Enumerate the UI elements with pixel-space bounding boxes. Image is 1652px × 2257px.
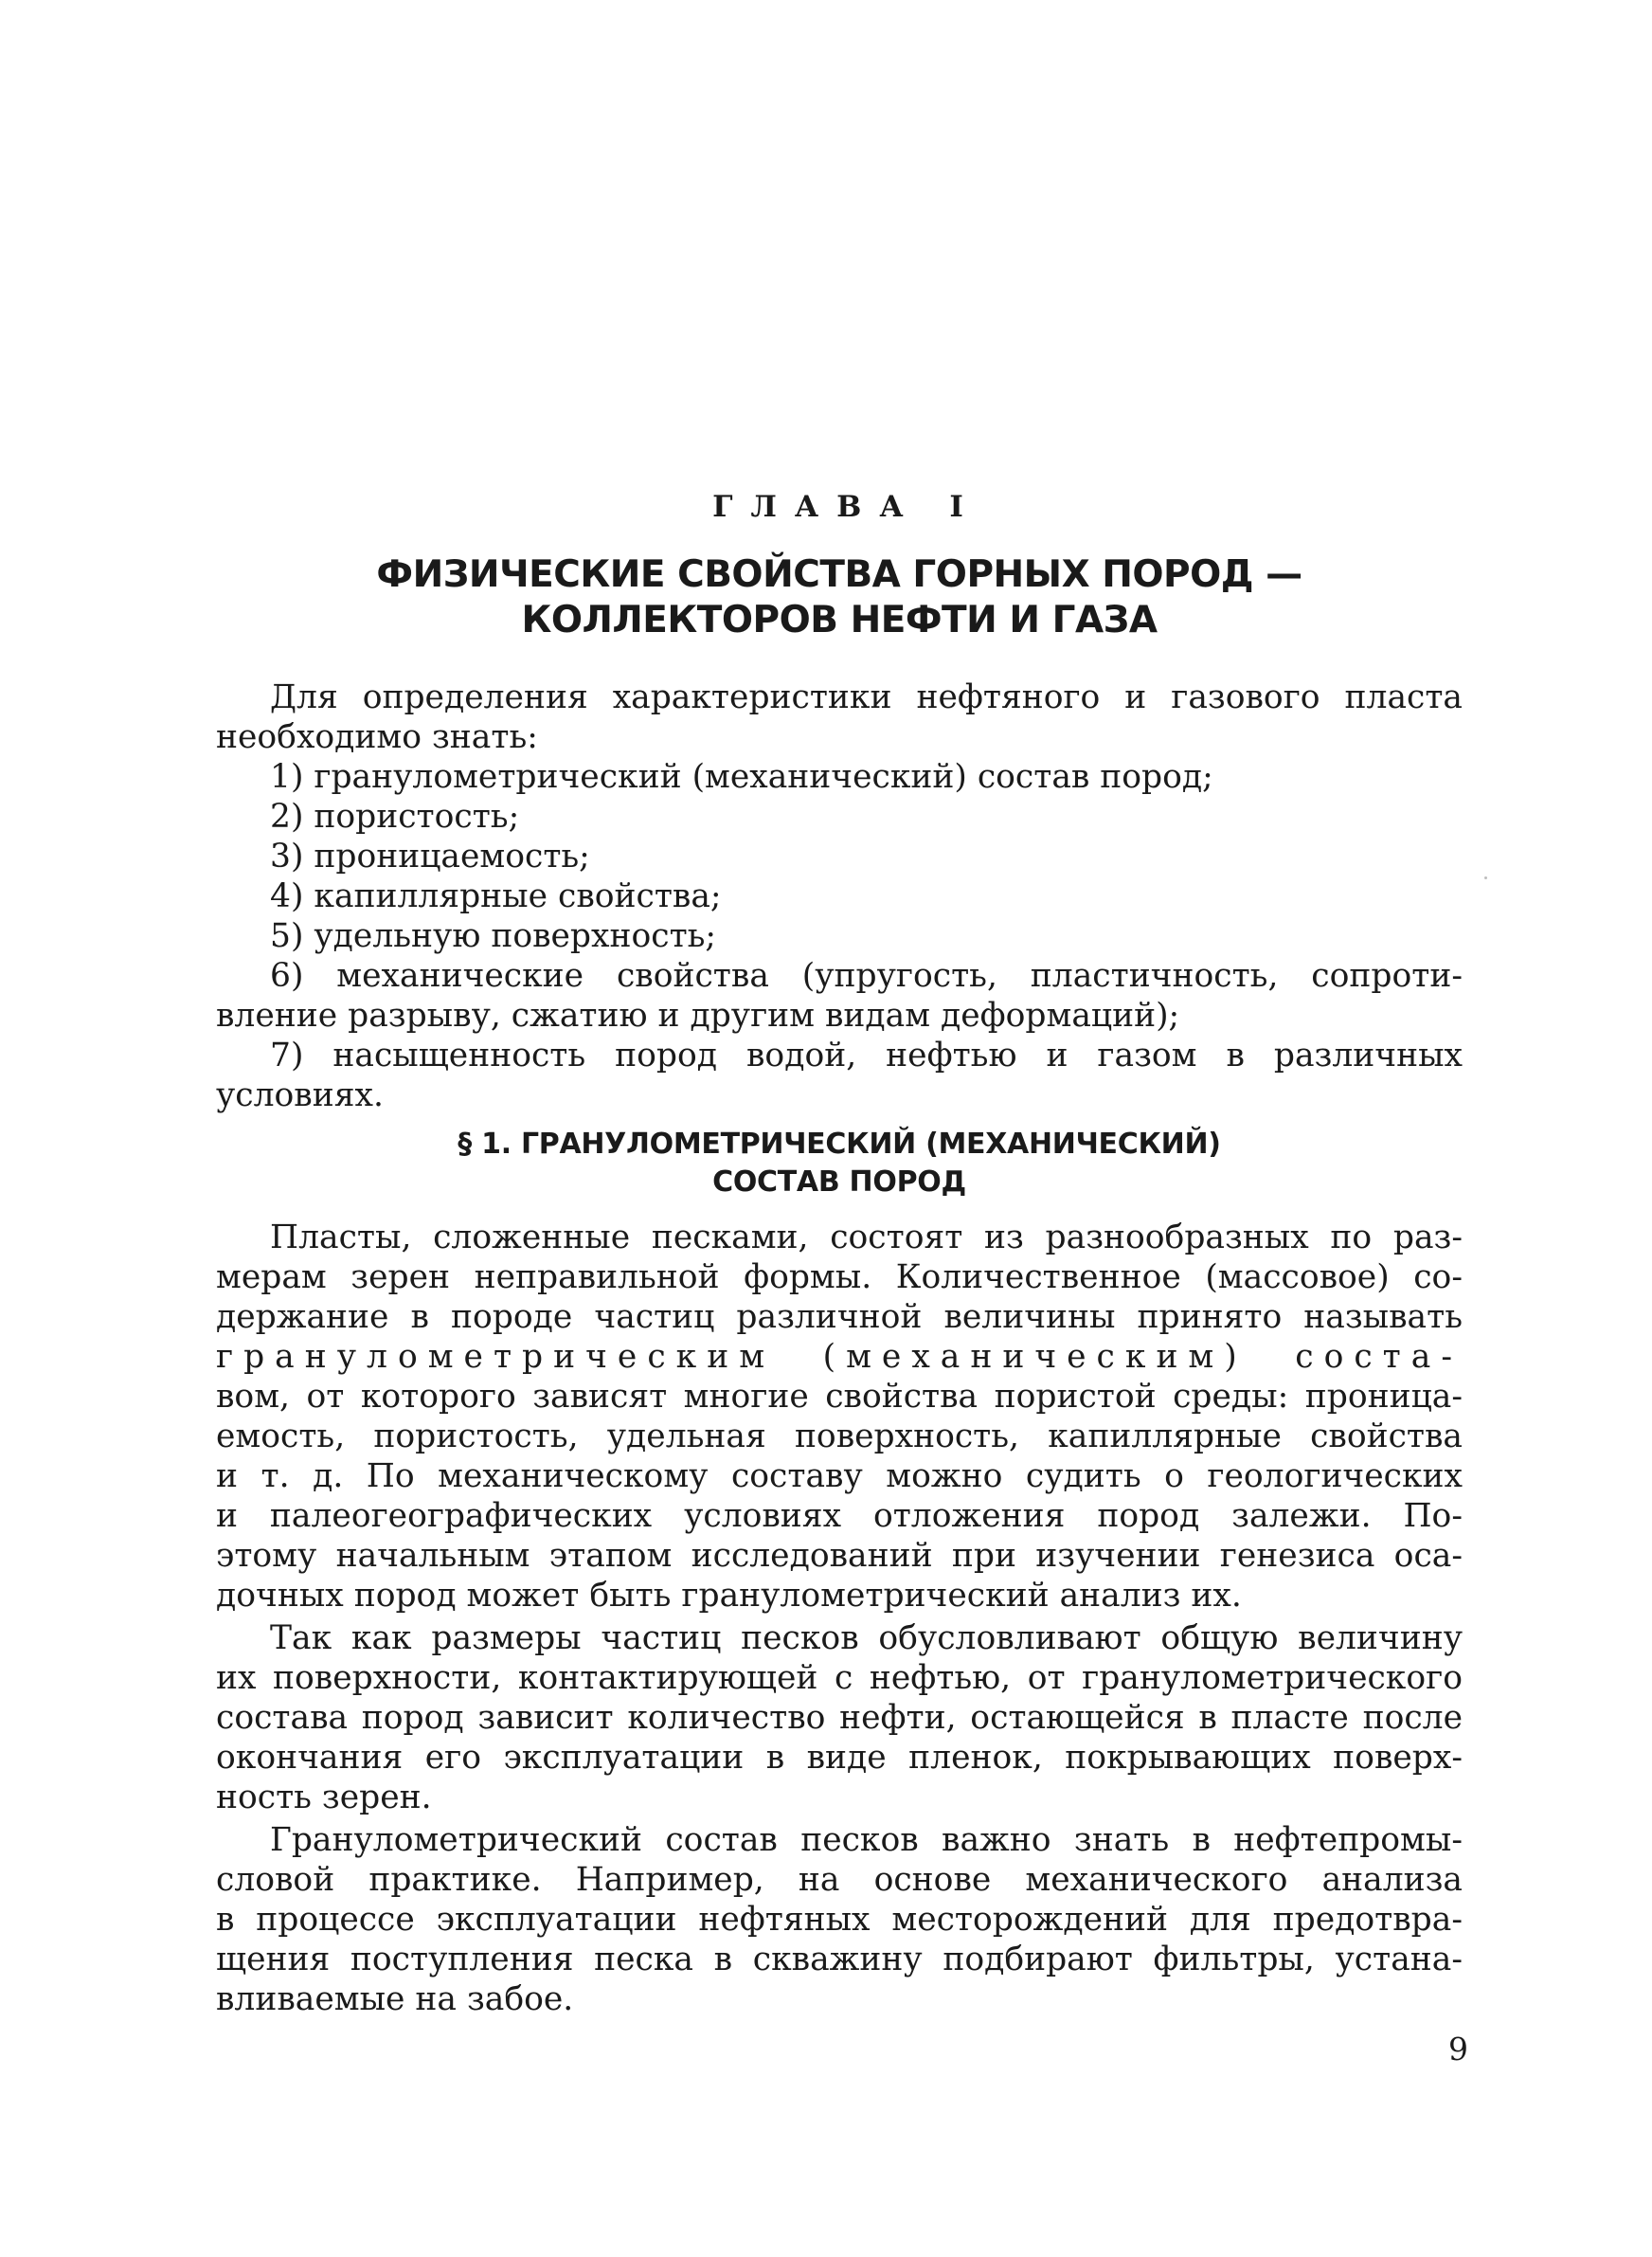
list-item: 2) пористость; — [270, 798, 520, 836]
list-item-continuation: вление разрыву, сжатию и другим видам деформаций); — [216, 997, 1180, 1035]
scan-speck — [1484, 876, 1487, 879]
text-line: словой практике. Например, на основе механического анализа — [216, 1861, 1463, 1899]
text-line: вом, от которого зависят многие свойства пористой среды: проница- — [216, 1378, 1463, 1416]
text-line: дочных пород может быть гранулометрический анализ их. — [216, 1577, 1242, 1615]
text-line: вливаемые на забое. — [216, 1980, 574, 2018]
text-line: и т. д. По механическому составу можно судить о геологических — [216, 1457, 1463, 1495]
text-line: окончания его эксплуатации в виде пленок, покрывающих поверх- — [216, 1739, 1463, 1777]
section-title-line: § 1. ГРАНУЛОМЕТРИЧЕСКИЙ (МЕХАНИЧЕСКИЙ) — [458, 1128, 1221, 1161]
text-line: ность зерен. — [216, 1779, 432, 1816]
text-line: необходимо знать: — [216, 718, 538, 756]
text-line: Так как размеры частиц песков обусловливают общую величину — [270, 1619, 1463, 1657]
text-line: мерам зерен неправильной формы. Количественное (массовое) со- — [216, 1258, 1463, 1296]
text-line: их поверхности, контактирующей с нефтью, от гранулометрического — [216, 1659, 1463, 1697]
text-line: в процессе эксплуатации нефтяных месторождений для предотвра- — [216, 1901, 1463, 1939]
list-item: 7) насыщенность пород водой, нефтью и газом в различных — [270, 1037, 1463, 1074]
list-item: 1) гранулометрический (механический) состав пород; — [270, 758, 1213, 796]
text-line: гранулометрическим (механическим) соста- — [216, 1338, 1463, 1376]
list-item: 5) удельную поверхность; — [270, 917, 717, 955]
list-item: 3) проницаемость; — [270, 838, 590, 876]
text-line: емость, пористость, удельная поверхность, капиллярные свойства — [216, 1417, 1463, 1455]
text-line: состава пород зависит количество нефти, остающейся в пласте после — [216, 1699, 1463, 1737]
text-line: и палеогеографических условиях отложения пород залежи. По- — [216, 1497, 1463, 1535]
text-line: Гранулометрический состав песков важно знать в нефтепромы- — [270, 1821, 1463, 1859]
list-item: 6) механические свойства (упругость, пластичность, сопроти- — [270, 957, 1463, 995]
page-number: 9 — [1448, 2031, 1468, 2067]
text-line: Для определения характеристики нефтяного и газового пласта — [270, 678, 1463, 716]
section-title-line: СОСТАВ ПОРОД — [712, 1165, 966, 1199]
text-line: держание в породе частиц различной величины принято называть — [216, 1298, 1463, 1336]
chapter-title-line: ФИЗИЧЕСКИЕ СВОЙСТВА ГОРНЫХ ПОРОД — — [376, 553, 1302, 596]
list-item: 4) капиллярные свойства; — [270, 877, 722, 915]
list-item-continuation: условиях. — [216, 1076, 384, 1114]
text-line: щения поступления песка в скважину подбирают фильтры, устана- — [216, 1941, 1463, 1978]
text-line: Пласты, сложенные песками, состоят из разнообразных по раз- — [270, 1219, 1463, 1256]
section-title — [216, 1126, 1463, 1201]
text-line: этому начальным этапом исследований при изучении генезиса оса- — [216, 1537, 1463, 1575]
chapter-label: ГЛАВА I — [712, 490, 981, 524]
chapter-title — [216, 552, 1463, 643]
chapter-title-line: КОЛЛЕКТОРОВ НЕФТИ И ГАЗА — [521, 599, 1158, 641]
